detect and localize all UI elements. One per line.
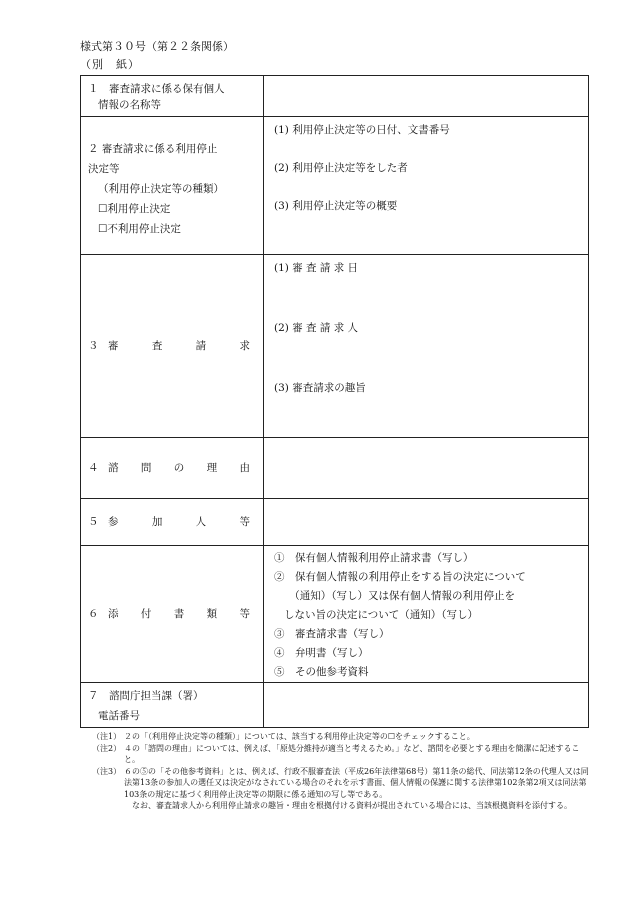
doc-item: ① 保有個人情報利用停止請求書（写し）	[274, 552, 474, 564]
row-participants	[81, 499, 589, 546]
field-info-name[interactable]	[264, 76, 589, 117]
field-attachments	[264, 546, 589, 683]
label-line: 決定等	[88, 163, 120, 175]
label-char: 添	[108, 608, 119, 620]
label-char: 書	[173, 608, 185, 620]
field-participants[interactable]	[264, 499, 589, 546]
form-number: 様式第３０号（第２２条関係）	[80, 40, 234, 53]
note-text: ６の⑤の「その他参考資料」とは、例えば、行政不服審査法（平成26年法律第68号）第11条の総代、同法第12条の代理人又は同法第13条の参加人の選任又は決定がなされている場合のそれを示す書面、個人情報の保護に関する法律第102条第2項又は同法第103条の規定に基づく利用停止決定等の期限に係る通知の写し等である。	[124, 766, 589, 799]
checkbox-use-stop[interactable]: ☐利用停止決定	[98, 203, 171, 215]
request-item: (2) 審 査 請 求 人	[274, 322, 359, 334]
label-participants	[81, 499, 264, 546]
label-info-name	[81, 76, 264, 117]
doc-item: ③ 審査請求書（写し）	[274, 628, 390, 640]
label-line: （利用停止決定等の種類）	[98, 183, 224, 195]
row-info-name	[81, 76, 589, 117]
label-char: 付	[140, 608, 152, 620]
label-char: 諮	[108, 462, 119, 474]
request-item: (3) 審査請求の趣旨	[274, 382, 366, 394]
label-contact	[81, 683, 264, 728]
doc-item: （通知）（写し）又は保有個人情報の利用停止を	[284, 590, 515, 602]
doc-item: しない旨の決定について（通知）（写し）	[284, 609, 479, 621]
label-char: 請	[195, 340, 207, 352]
note-item	[92, 766, 592, 801]
label-number: ５	[88, 516, 99, 528]
form-table	[80, 75, 589, 728]
row-contact	[81, 683, 589, 728]
label-char: 人	[195, 516, 207, 528]
field-consult-reason[interactable]	[264, 438, 589, 499]
label-char: 問	[140, 462, 152, 474]
label-consult-reason	[81, 438, 264, 499]
label-number: ６	[88, 608, 99, 620]
attachment-label: （別 紙）	[80, 58, 140, 71]
decision-item: (1) 利用停止決定等の日付、文書番号	[274, 124, 450, 136]
note-mark: （注1）	[92, 732, 122, 741]
label-attachments	[81, 546, 264, 683]
decision-item: (2) 利用停止決定等をした者	[274, 162, 408, 174]
doc-item: ⑤ その他参考資料	[274, 666, 369, 678]
label-line: 情報の名称等	[98, 99, 161, 111]
label-char: 由	[239, 462, 250, 474]
field-contact[interactable]	[264, 683, 589, 728]
field-request[interactable]	[264, 255, 589, 438]
decision-item: (3) 利用停止決定等の概要	[274, 200, 398, 212]
doc-item: ② 保有個人情報の利用停止をする旨の決定について	[274, 571, 526, 583]
label-number: ３	[88, 340, 99, 352]
row-attachments	[81, 546, 589, 683]
notes	[92, 731, 592, 812]
note-item	[92, 743, 592, 766]
note-text: ４の「諮問の理由」については、例えば、「原処分維持が適当と考えるため。」など、諮問を必要とする理由を簡潔に記述すること。	[124, 743, 580, 764]
label-char: 求	[239, 340, 250, 352]
label-char: 審	[108, 340, 119, 352]
label-char: 理	[206, 462, 218, 474]
note-extra: なお、審査請求人から利用停止請求の趣旨・理由を根拠付ける資料が提出されている場合には、当該根拠資料を添付する。	[132, 801, 572, 810]
label-decision	[81, 117, 264, 255]
label-request	[81, 255, 264, 438]
label-line: ２ 審査請求に係る利用停止	[88, 143, 218, 155]
label-number: ４	[88, 462, 99, 474]
row-decision	[81, 117, 589, 255]
label-char: 参	[108, 516, 119, 528]
label-line: ７ 諮問庁担当課（署）	[88, 690, 204, 702]
row-request	[81, 255, 589, 438]
note-mark: （注3）	[92, 766, 122, 776]
label-char: の	[173, 462, 185, 474]
note-item	[92, 731, 592, 743]
doc-item: ④ 弁明書（写し）	[274, 647, 369, 659]
row-consult-reason	[81, 438, 589, 499]
label-line: １ 審査請求に係る保有個人	[88, 83, 225, 95]
checkbox-no-use-stop[interactable]: ☐不利用停止決定	[98, 223, 181, 235]
label-char: 査	[151, 340, 163, 352]
label-char: 類	[206, 608, 218, 620]
label-char: 等	[239, 608, 250, 620]
request-item: (1) 審 査 請 求 日	[274, 262, 359, 274]
field-decision[interactable]	[264, 117, 589, 255]
label-char: 等	[239, 516, 250, 528]
note-mark: （注2）	[92, 743, 122, 753]
note-text: ２の「（利用停止決定等の種類）」については、該当する利用停止決定等の☐をチェックすること。	[124, 732, 475, 741]
label-line: 電話番号	[98, 710, 140, 722]
label-char: 加	[151, 516, 163, 528]
